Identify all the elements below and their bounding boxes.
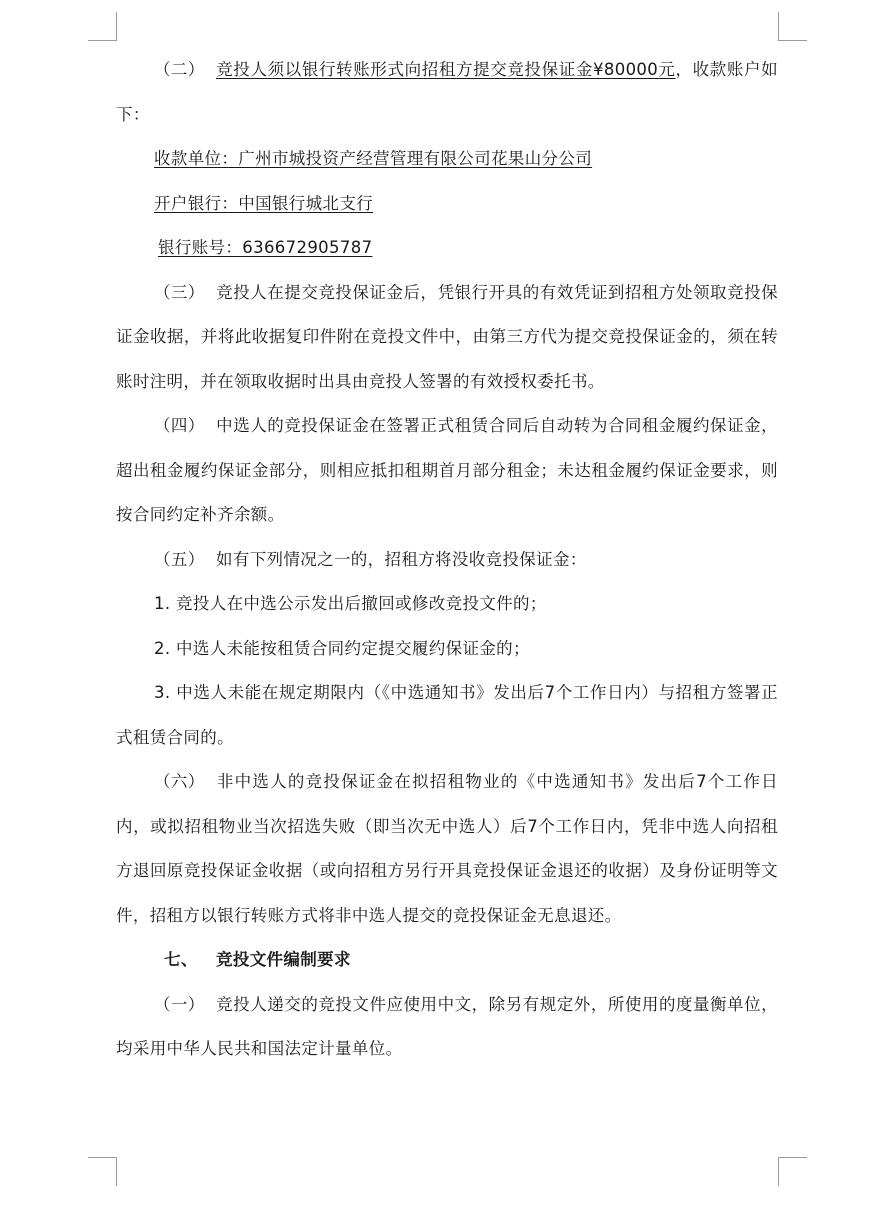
heading-7-number: 七、 bbox=[164, 950, 198, 969]
section-heading-7 bbox=[116, 938, 778, 983]
clause-2 bbox=[116, 48, 778, 137]
clause-5-text: 如有下列情况之一的，招租方将没收竞投保证金： bbox=[216, 549, 587, 569]
clause-6-number: （六） bbox=[154, 772, 205, 791]
clause-5-number: （五） bbox=[154, 549, 205, 569]
bank-text: 开户银行：中国银行城北支行 bbox=[154, 193, 374, 213]
page-corner-mark-bottom-left bbox=[88, 1157, 117, 1186]
list-item: 1. 竞投人在中选公示发出后撤回或修改竞投文件的； bbox=[154, 594, 547, 613]
clause-3 bbox=[116, 271, 778, 405]
clause-4 bbox=[116, 404, 778, 538]
clause-3-number: （三） bbox=[154, 282, 205, 302]
clause-3-text: 竞投人在提交竞投保证金后，凭银行开具的有效凭证到招租方处领取竞投保证金收据，并将此收据复印件附在竞投文件中，由第三方代为提交竞投保证金的，须在转账时注明，并在领取收据时出具由竞投人签署的有效授权委托书。 bbox=[116, 282, 778, 391]
list-item: 3. 中选人未能在规定期限内（《中选通知书》发出后7个工作日内）与招租方签署正式租赁合同的。 bbox=[116, 683, 778, 747]
payee-text: 收款单位：广州市城投资产经营管理有限公司花果山分公司 bbox=[154, 149, 593, 168]
page-corner-mark-top-right bbox=[778, 12, 807, 41]
heading-7-title: 竞投文件编制要求 bbox=[216, 950, 351, 969]
clause-6-text: 非中选人的竞投保证金在拟招租物业的《中选通知书》发出后7个工作日内，或拟招租物业当次招选失败（即当次无中选人）后7个工作日内，凭非中选人向招租方退回原竞投保证金收据（或向招租方另行开具竞投保证金退还的收据）及身份证明等文件，招租方以银行转账方式将非中选人提交的竞投保证金无息退还。 bbox=[116, 772, 778, 925]
clause-6 bbox=[116, 760, 778, 938]
clause-2-rest: ，收款账户如下： bbox=[116, 60, 778, 124]
clause-2-number: （二） bbox=[154, 60, 205, 79]
payee-line bbox=[116, 137, 778, 182]
clause-7-1-text: 竞投人递交的竞投文件应使用中文，除另有规定外，所使用的度量衡单位，均采用中华人民共和国法定计量单位。 bbox=[116, 994, 778, 1058]
page-corner-mark-bottom-right bbox=[778, 1157, 807, 1186]
page-corner-mark-top-left bbox=[88, 12, 117, 41]
clause-5 bbox=[116, 538, 778, 583]
list-item: 2. 中选人未能按租赁合同约定提交履约保证金的； bbox=[154, 638, 530, 658]
clause-4-number: （四） bbox=[154, 416, 205, 435]
clause-4-text: 中选人的竞投保证金在签署正式租赁合同后自动转为合同租金履约保证金，超出租金履约保证金部分，则相应抵扣租期首月部分租金；未达租金履约保证金要求，则按合同约定补齐余额。 bbox=[116, 416, 778, 524]
account-number-line bbox=[116, 226, 778, 271]
account-number-text: 银行账号：636672905787 bbox=[158, 238, 373, 257]
clause-7-1-number: （一） bbox=[154, 994, 205, 1014]
clause-7-1 bbox=[116, 983, 778, 1072]
document-body bbox=[116, 48, 778, 1072]
deposit-requirement: 竞投人须以银行转账形式向招租方提交竞投保证金¥80000元 bbox=[216, 60, 676, 79]
bank-line bbox=[116, 182, 778, 227]
